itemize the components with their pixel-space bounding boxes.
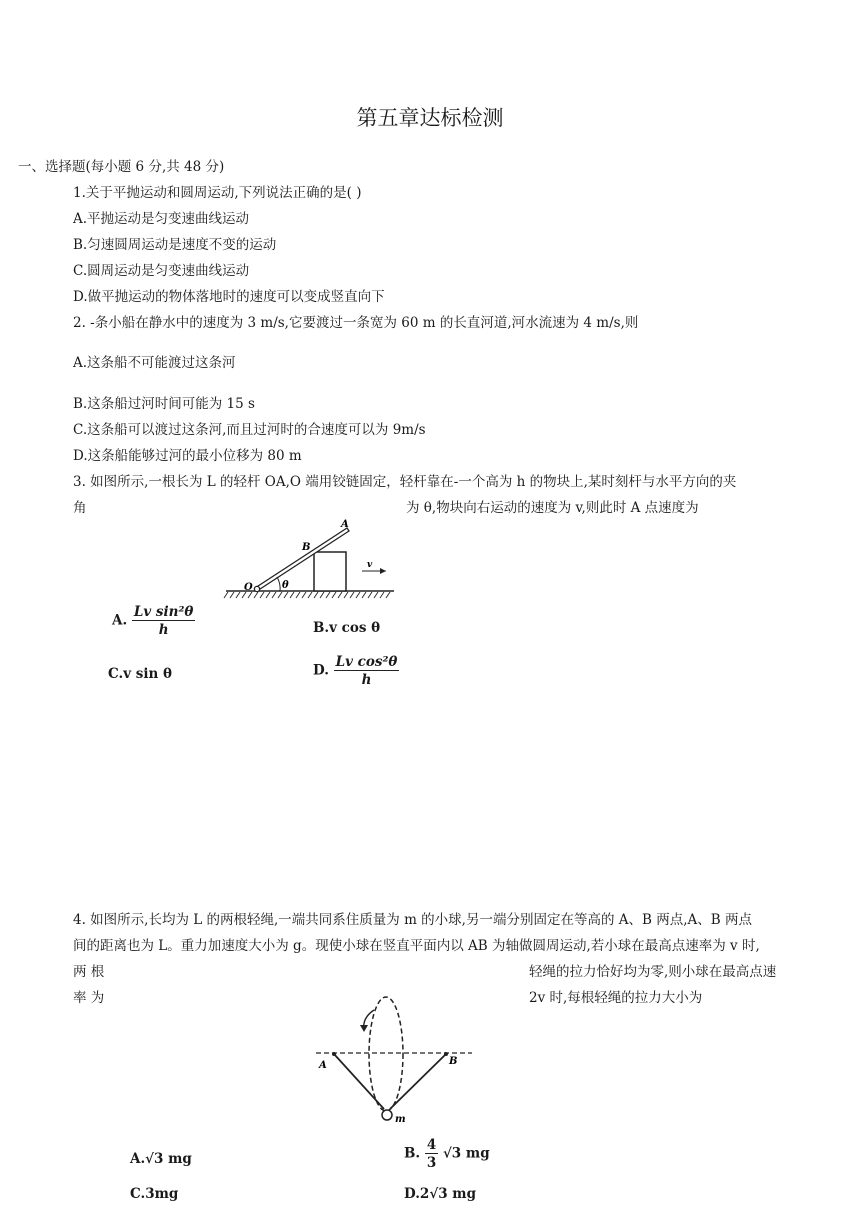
q4-option-b-rest: √3 mg (442, 1145, 490, 1162)
q1-option-b: B.匀速圆周运动是速度不变的运动 (73, 237, 277, 253)
q3-option-d-numerator: Lv cos²θ (335, 654, 398, 670)
q2-option-c: C.这条船可以渡过这条河,而且过河时的合速度可以为 9m/s (73, 422, 426, 438)
q1-option-a: A.平抛运动是匀变速曲线运动 (73, 211, 250, 227)
q3-stem-line2-end: 为 θ,物块向右运动的速度为 v,则此时 A 点速度为 (406, 500, 699, 516)
q3-option-d (313, 654, 399, 688)
q1-stem: 1.关于平抛运动和圆周运动,下列说法正确的是( ) (73, 185, 362, 201)
q4-rope-figure (312, 992, 478, 1126)
q3-fig-label-a: A (341, 519, 349, 530)
q3-fig-label-b: B (302, 542, 311, 553)
q4-option-a: A.√3 mg (130, 1151, 192, 1167)
q4-option-b-numerator: 4 (426, 1137, 437, 1153)
q3-option-a-denominator: h (158, 622, 169, 638)
q3-option-d-prefix: D. (313, 662, 329, 679)
q2-option-a: A.这条船不可能渡过这条河 (73, 355, 236, 371)
q3-stem-line2-start: 角 (73, 500, 87, 516)
q4-fig-label-m: m (395, 1114, 406, 1125)
q3-stem-line1: 3. 如图所示,一根长为 L 的轻杆 OA,O 端用铰链固定，轻杆靠在-一个高为 h 的物块上,某时刻杆与水平方向的夹 (73, 474, 737, 490)
q3-fig-theta: θ (282, 580, 289, 591)
q4-stem-line3-end: 轻绳的拉力恰好均为零,则小球在最高点速 (529, 964, 777, 980)
q4-stem-line2: 间的距离也为 L。重力加速度大小为 g。现使小球在竖直平面内以 AB 为轴做圆周运动,若小球在最高点速率为 v 时, (73, 938, 760, 954)
q2-stem: 2. -条小船在静水中的速度为 3 m/s,它要渡过一条宽为 60 m 的长直河道,河水流速为 4 m/s,则 (73, 315, 639, 331)
q2-option-b: B.这条船过河时间可能为 15 s (73, 396, 255, 412)
q4-stem-line1: 4. 如图所示,长均为 L 的两根轻绳,一端共同系住质量为 m 的小球,另一端分别固定在等高的 A、B 两点,A、B 两点 (73, 912, 752, 928)
page-title: 第五章达标检测 (356, 106, 504, 130)
q3-option-c: C.v sin θ (108, 666, 172, 682)
q4-fig-label-b: B (449, 1056, 458, 1067)
q4-option-b-prefix: B. (404, 1145, 421, 1162)
q4-stem-line3-start: 两 根 (73, 964, 105, 980)
q4-option-b (404, 1137, 490, 1171)
q3-option-a-prefix: A. (112, 612, 128, 629)
q4-option-c: C.3mg (130, 1186, 179, 1202)
q1-option-c: C.圆周运动是匀变速曲线运动 (73, 263, 250, 279)
q4-fig-label-a: A (319, 1060, 327, 1071)
q3-option-a (112, 604, 195, 638)
q3-fig-label-v: v (367, 560, 373, 570)
q3-option-b: B.v cos θ (313, 620, 381, 636)
q4-option-d: D.2√3 mg (404, 1186, 477, 1202)
q4-stem-line4-start: 率 为 (73, 990, 105, 1006)
q1-option-d: D.做平抛运动的物体落地时的速度可以变成竖直向下 (73, 289, 385, 305)
q3-option-d-denominator: h (361, 672, 372, 688)
q4-stem-line4-end: 2v 时,每根轻绳的拉力大小为 (529, 990, 703, 1006)
q4-option-b-denominator: 3 (426, 1155, 437, 1171)
section-heading: 一、选择题(每小题 6 分,共 48 分) (18, 159, 225, 175)
q3-fig-label-o: O (244, 582, 253, 593)
q2-option-d: D.这条船能够过河的最小位移为 80 m (73, 448, 302, 464)
q3-rod-figure (222, 518, 402, 602)
q3-option-a-numerator: Lv sin²θ (133, 604, 194, 620)
